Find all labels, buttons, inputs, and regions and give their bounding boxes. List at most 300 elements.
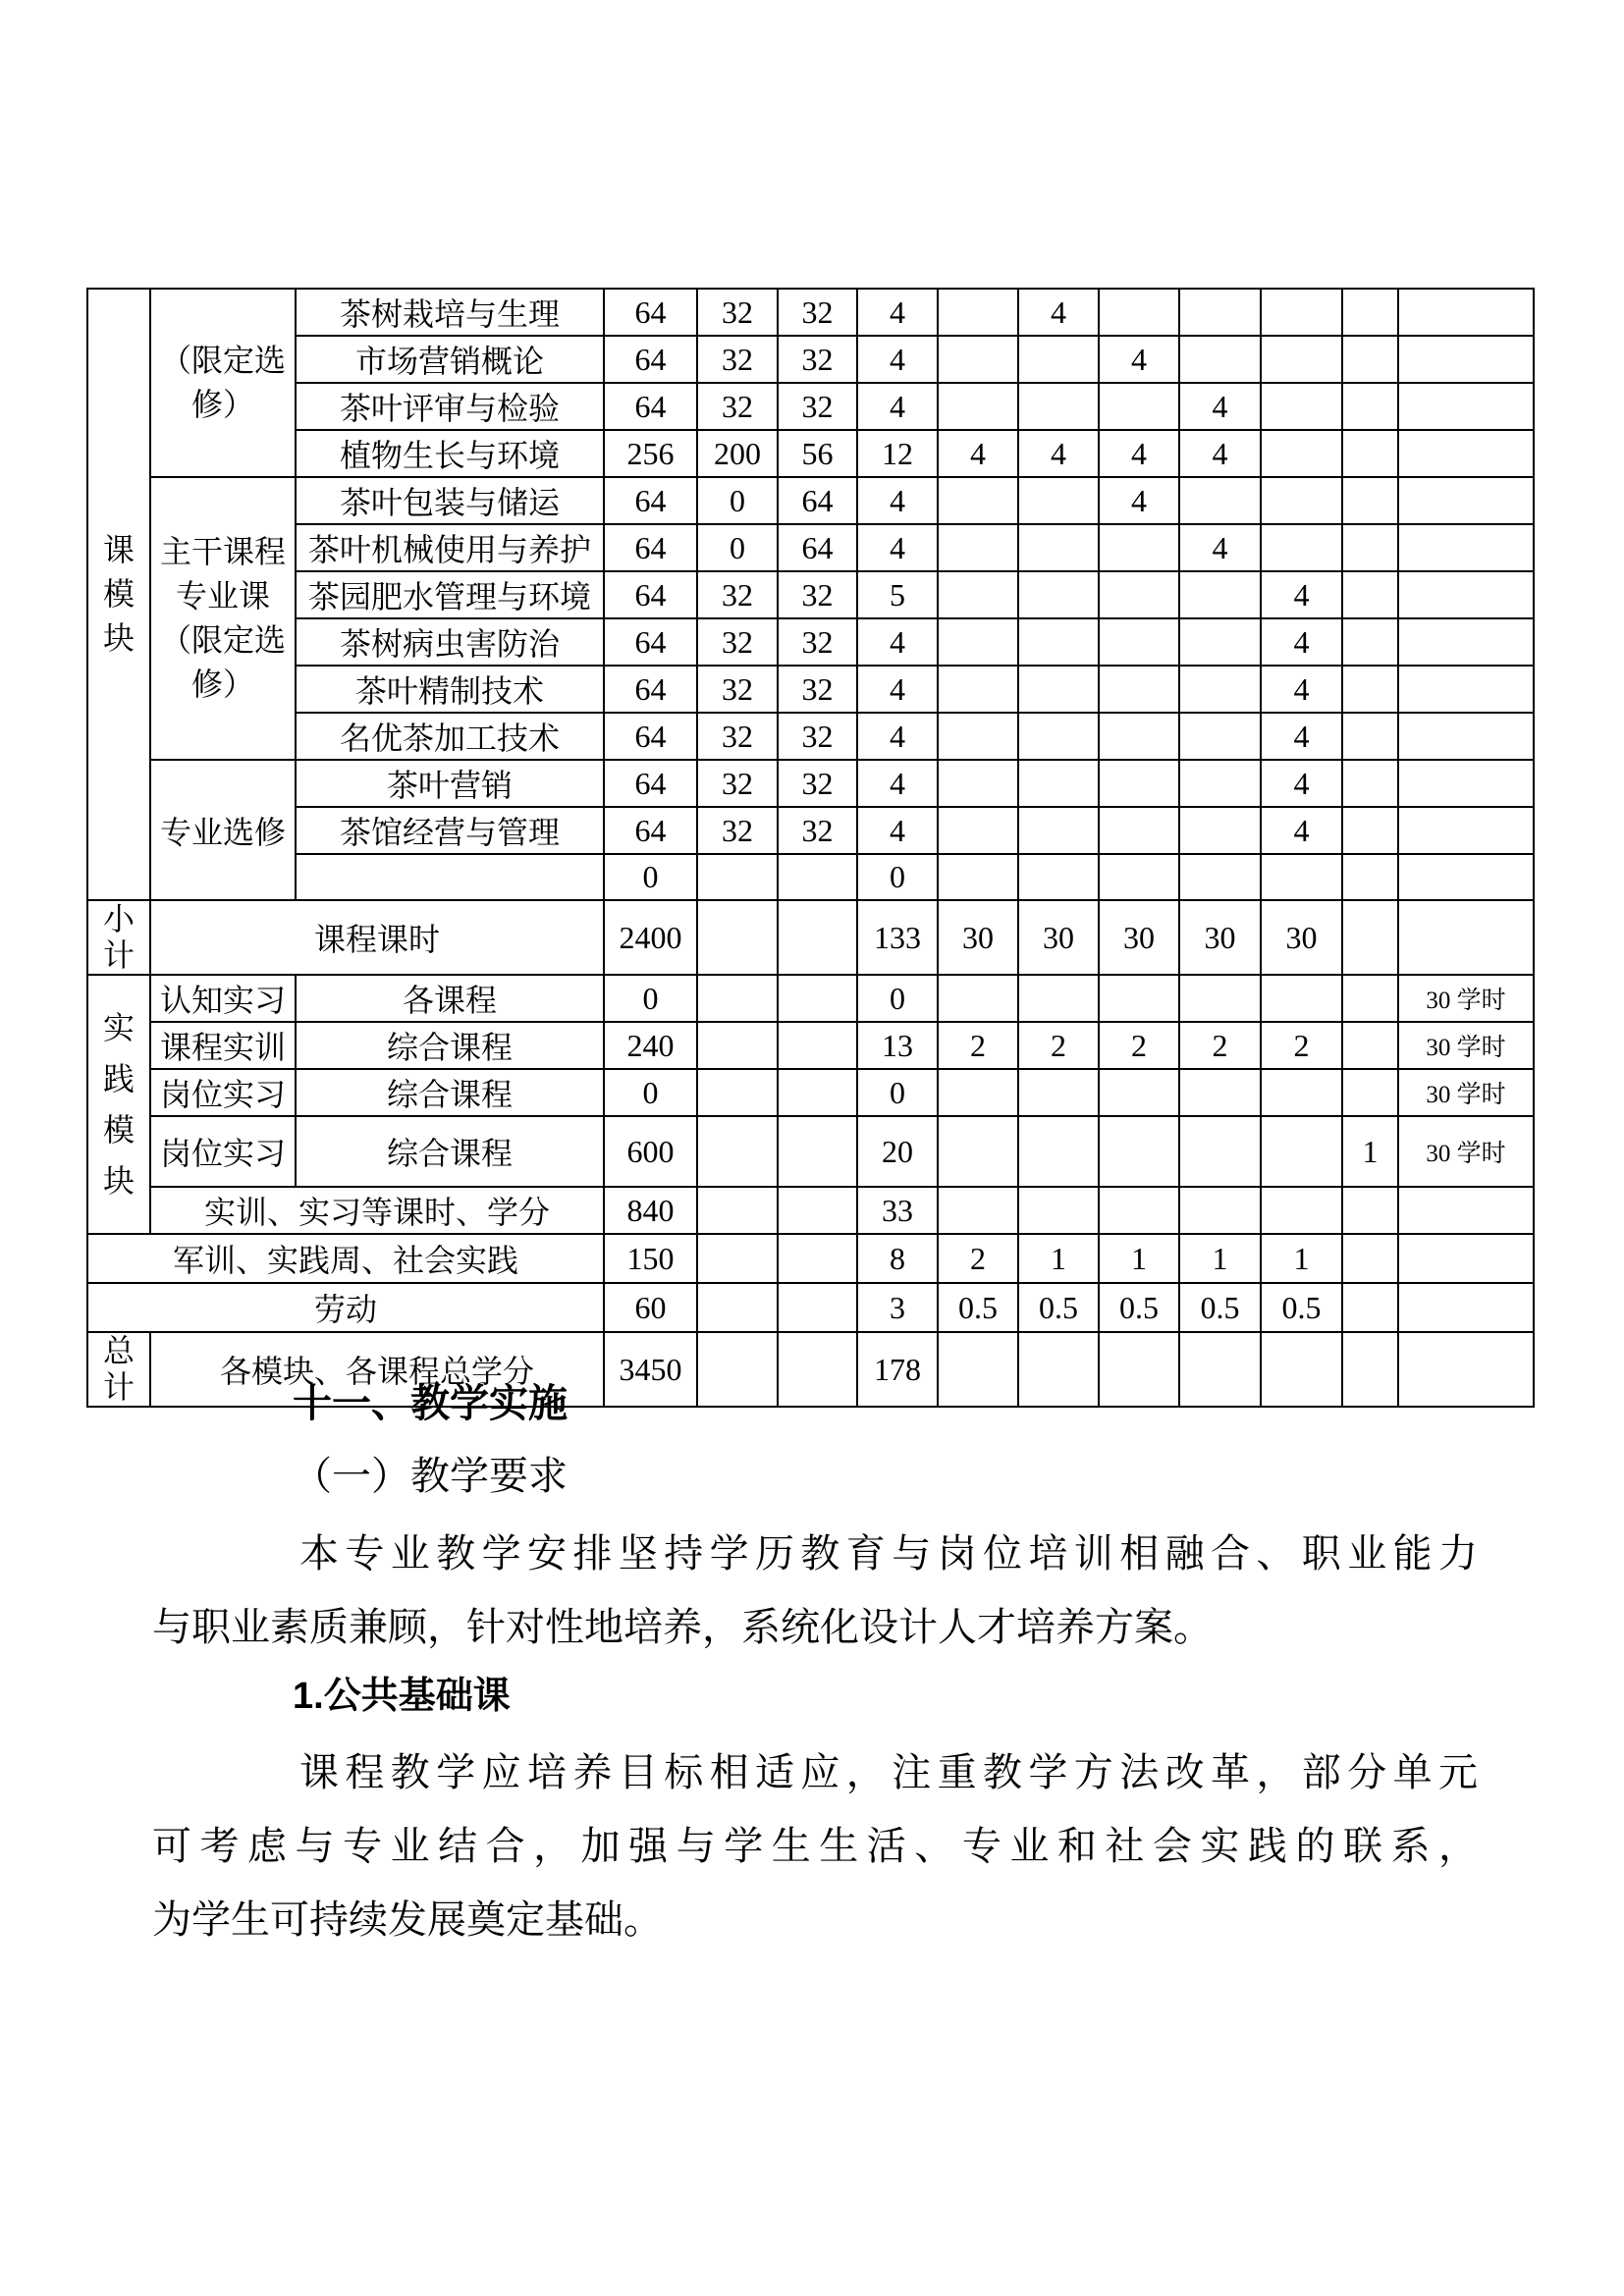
semester-4-cell <box>1179 1332 1261 1407</box>
table-row <box>87 807 1534 854</box>
semester-1-cell: 2 <box>938 1234 1018 1283</box>
note-cell <box>1398 666 1534 713</box>
semester-4-cell: 4 <box>1179 524 1261 571</box>
semester-2-cell: 2 <box>1018 1022 1099 1069</box>
total-hours-cell: 3450 <box>604 1332 697 1407</box>
note-cell <box>1398 336 1534 383</box>
course-cell: 茶树栽培与生理 <box>296 289 604 336</box>
semester-1-cell <box>938 975 1018 1022</box>
practice-type-cell: 认知实习 <box>150 975 296 1022</box>
semester-5-cell: 4 <box>1261 571 1342 618</box>
theory-hours-cell: 32 <box>697 713 778 760</box>
semester-6-cell <box>1342 571 1398 618</box>
semester-3-cell: 4 <box>1099 430 1179 477</box>
table-row <box>87 524 1534 571</box>
course-cell: 茶叶评审与检验 <box>296 383 604 430</box>
table-row <box>87 383 1534 430</box>
semester-5-cell: 4 <box>1261 713 1342 760</box>
module-label: 总计 <box>102 1333 135 1405</box>
table-row <box>87 618 1534 666</box>
semester-6-cell <box>1342 975 1398 1022</box>
module-label: 课模块 <box>102 532 135 656</box>
semester-2-cell <box>1018 618 1099 666</box>
semester-1-cell <box>938 477 1018 524</box>
practice-hours-cell <box>778 900 857 975</box>
paragraph-teaching-requirements <box>152 1517 1478 1664</box>
subsection-heading: （一）教学要求 <box>293 1454 568 1498</box>
semester-6-cell <box>1342 760 1398 807</box>
semester-1-cell <box>938 713 1018 760</box>
semester-6-cell <box>1342 854 1398 900</box>
semester-2-cell <box>1018 1187 1099 1234</box>
semester-5-cell <box>1261 1187 1342 1234</box>
category-line: 修） <box>190 387 254 422</box>
semester-3-cell: 4 <box>1099 336 1179 383</box>
curriculum-table <box>86 288 1535 1408</box>
credits-cell: 133 <box>857 900 938 975</box>
total-hours-cell: 150 <box>604 1234 697 1283</box>
note-cell <box>1398 854 1534 900</box>
practice-hours-cell <box>778 854 857 900</box>
theory-hours-cell <box>697 1283 778 1332</box>
paragraph-line: 与职业素质兼顾，针对性地培养，系统化设计人才培养方案。 <box>152 1605 1213 1649</box>
theory-hours-cell <box>697 1332 778 1407</box>
credits-cell: 4 <box>857 666 938 713</box>
military-label-cell: 军训、实践周、社会实践 <box>87 1234 604 1283</box>
theory-hours-cell <box>697 1187 778 1234</box>
table-row <box>87 1022 1534 1069</box>
paragraph-public-basic-courses <box>152 1735 1478 1956</box>
credits-cell: 12 <box>857 430 938 477</box>
table-row <box>87 854 1534 900</box>
semester-1-cell: 0.5 <box>938 1283 1018 1332</box>
note-cell: 30 学时 <box>1398 975 1534 1022</box>
semester-3-cell <box>1099 289 1179 336</box>
course-cell: 茶叶精制技术 <box>296 666 604 713</box>
semester-2-cell <box>1018 571 1099 618</box>
practice-hours-cell: 64 <box>778 524 857 571</box>
course-cell: 综合课程 <box>296 1069 604 1116</box>
table-row <box>87 289 1534 336</box>
theory-hours-cell: 32 <box>697 571 778 618</box>
paragraph-line: 可考虑与专业结合，加强与学生生活、专业和社会实践的联系， <box>152 1824 1478 1868</box>
semester-3-cell: 4 <box>1099 477 1179 524</box>
table-row <box>87 666 1534 713</box>
semester-3-cell: 0.5 <box>1099 1283 1179 1332</box>
practice-total-label-cell: 实训、实习等课时、学分 <box>150 1187 604 1234</box>
semester-3-cell <box>1099 1116 1179 1187</box>
semester-3-cell <box>1099 1332 1179 1407</box>
credits-cell: 13 <box>857 1022 938 1069</box>
semester-1-cell <box>938 289 1018 336</box>
module-label: 实践模块 <box>102 1010 135 1199</box>
semester-3-cell <box>1099 1187 1179 1234</box>
semester-2-cell: 0.5 <box>1018 1283 1099 1332</box>
semester-5-cell: 4 <box>1261 760 1342 807</box>
total-hours-cell: 0 <box>604 854 697 900</box>
note-cell <box>1398 1283 1534 1332</box>
theory-hours-cell: 200 <box>697 430 778 477</box>
semester-2-cell: 4 <box>1018 289 1099 336</box>
semester-6-cell <box>1342 900 1398 975</box>
practice-hours-cell <box>778 1332 857 1407</box>
course-cell: 茶叶包装与储运 <box>296 477 604 524</box>
semester-4-cell: 4 <box>1179 383 1261 430</box>
semester-3-cell <box>1099 760 1179 807</box>
semester-5-cell <box>1261 1069 1342 1116</box>
note-cell <box>1398 477 1534 524</box>
semester-6-cell <box>1342 430 1398 477</box>
note-cell <box>1398 1234 1534 1283</box>
note-cell <box>1398 1187 1534 1234</box>
practice-hours-cell: 32 <box>778 760 857 807</box>
course-cell: 茶园肥水管理与环境 <box>296 571 604 618</box>
credits-cell: 4 <box>857 713 938 760</box>
semester-2-cell <box>1018 1332 1099 1407</box>
semester-3-cell: 1 <box>1099 1234 1179 1283</box>
semester-6-cell <box>1342 1283 1398 1332</box>
table-row <box>87 1283 1534 1332</box>
semester-3-cell <box>1099 618 1179 666</box>
practice-hours-cell: 32 <box>778 289 857 336</box>
semester-4-cell <box>1179 289 1261 336</box>
semester-5-cell: 4 <box>1261 666 1342 713</box>
semester-4-cell: 2 <box>1179 1022 1261 1069</box>
semester-1-cell <box>938 524 1018 571</box>
total-hours-cell: 64 <box>604 477 697 524</box>
module-cell <box>87 900 150 975</box>
semester-5-cell: 30 <box>1261 900 1342 975</box>
practice-hours-cell: 32 <box>778 618 857 666</box>
semester-2-cell <box>1018 713 1099 760</box>
semester-1-cell <box>938 1116 1018 1187</box>
note-cell <box>1398 524 1534 571</box>
total-hours-cell: 64 <box>604 760 697 807</box>
practice-hours-cell <box>778 1116 857 1187</box>
semester-2-cell <box>1018 854 1099 900</box>
semester-3-cell <box>1099 383 1179 430</box>
practice-hours-cell: 32 <box>778 713 857 760</box>
semester-4-cell <box>1179 975 1261 1022</box>
note-cell <box>1398 1332 1534 1407</box>
semester-1-cell: 4 <box>938 430 1018 477</box>
semester-2-cell <box>1018 336 1099 383</box>
credits-cell: 4 <box>857 760 938 807</box>
semester-5-cell <box>1261 430 1342 477</box>
semester-3-cell <box>1099 571 1179 618</box>
semester-1-cell: 30 <box>938 900 1018 975</box>
practice-type-cell: 岗位实习 <box>150 1069 296 1116</box>
semester-3-cell <box>1099 1069 1179 1116</box>
semester-3-cell <box>1099 713 1179 760</box>
table-row <box>87 336 1534 383</box>
total-hours-cell: 64 <box>604 289 697 336</box>
practice-hours-cell: 56 <box>778 430 857 477</box>
total-hours-cell: 840 <box>604 1187 697 1234</box>
category-line: 主干课程 <box>159 534 286 569</box>
semester-5-cell <box>1261 477 1342 524</box>
semester-5-cell <box>1261 524 1342 571</box>
note-cell <box>1398 383 1534 430</box>
module-label: 小计 <box>102 901 135 973</box>
table-row <box>87 571 1534 618</box>
total-hours-cell: 64 <box>604 524 697 571</box>
theory-hours-cell: 32 <box>697 289 778 336</box>
practice-hours-cell: 32 <box>778 666 857 713</box>
semester-6-cell: 1 <box>1342 1116 1398 1187</box>
semester-2-cell <box>1018 807 1099 854</box>
semester-4-cell <box>1179 336 1261 383</box>
practice-type-cell: 岗位实习 <box>150 1116 296 1187</box>
semester-5-cell <box>1261 1332 1342 1407</box>
grand-total-label-cell: 各模块、各课程总学分 <box>150 1332 604 1407</box>
semester-2-cell <box>1018 1069 1099 1116</box>
total-hours-cell: 64 <box>604 807 697 854</box>
practice-hours-cell: 32 <box>778 336 857 383</box>
table-row <box>87 713 1534 760</box>
course-cell: 综合课程 <box>296 1022 604 1069</box>
semester-4-cell: 1 <box>1179 1234 1261 1283</box>
total-hours-cell: 64 <box>604 571 697 618</box>
semester-3-cell <box>1099 524 1179 571</box>
semester-2-cell: 1 <box>1018 1234 1099 1283</box>
semester-1-cell: 2 <box>938 1022 1018 1069</box>
semester-2-cell <box>1018 477 1099 524</box>
course-cell: 各课程 <box>296 975 604 1022</box>
semester-4-cell <box>1179 1069 1261 1116</box>
credits-cell: 20 <box>857 1116 938 1187</box>
semester-4-cell: 30 <box>1179 900 1261 975</box>
practice-hours-cell <box>778 1022 857 1069</box>
practice-hours-cell: 32 <box>778 383 857 430</box>
semester-1-cell <box>938 1187 1018 1234</box>
paragraph-line: 为学生可持续发展奠定基础。 <box>152 1897 663 1942</box>
course-cell: 茶树病虫害防治 <box>296 618 604 666</box>
note-cell: 30 学时 <box>1398 1069 1534 1116</box>
paragraph-line: 课程教学应培养目标相适应，注重教学方法改革，部分单元 <box>299 1750 1478 1794</box>
total-hours-cell: 600 <box>604 1116 697 1187</box>
semester-4-cell <box>1179 477 1261 524</box>
credits-cell: 4 <box>857 618 938 666</box>
total-hours-cell: 0 <box>604 975 697 1022</box>
practice-hours-cell: 64 <box>778 477 857 524</box>
semester-3-cell <box>1099 807 1179 854</box>
course-cell: 茶叶机械使用与养护 <box>296 524 604 571</box>
theory-hours-cell <box>697 854 778 900</box>
section-heading: 十一、教学实施 <box>293 1382 568 1425</box>
total-hours-cell: 64 <box>604 618 697 666</box>
theory-hours-cell <box>697 1069 778 1116</box>
total-hours-cell: 2400 <box>604 900 697 975</box>
semester-6-cell <box>1342 1022 1398 1069</box>
semester-2-cell <box>1018 383 1099 430</box>
course-cell: 茶馆经营与管理 <box>296 807 604 854</box>
semester-1-cell <box>938 666 1018 713</box>
semester-6-cell <box>1342 383 1398 430</box>
total-hours-cell: 0 <box>604 1069 697 1116</box>
semester-4-cell <box>1179 571 1261 618</box>
note-cell <box>1398 900 1534 975</box>
paragraph-line: 本专业教学安排坚持学历教育与岗位培训相融合、职业能力 <box>299 1531 1478 1575</box>
semester-4-cell <box>1179 618 1261 666</box>
semester-5-cell: 4 <box>1261 618 1342 666</box>
semester-6-cell <box>1342 1187 1398 1234</box>
category-cell <box>150 289 296 477</box>
semester-5-cell <box>1261 1116 1342 1187</box>
semester-1-cell <box>938 1332 1018 1407</box>
semester-6-cell <box>1342 1234 1398 1283</box>
note-cell <box>1398 760 1534 807</box>
semester-3-cell <box>1099 666 1179 713</box>
semester-5-cell <box>1261 336 1342 383</box>
credits-cell: 4 <box>857 336 938 383</box>
theory-hours-cell: 32 <box>697 618 778 666</box>
semester-4-cell <box>1179 807 1261 854</box>
note-cell <box>1398 289 1534 336</box>
credits-cell: 8 <box>857 1234 938 1283</box>
total-hours-cell: 64 <box>604 666 697 713</box>
table-row <box>87 1234 1534 1283</box>
theory-hours-cell <box>697 975 778 1022</box>
labor-label-cell: 劳动 <box>87 1283 604 1332</box>
table-row <box>87 430 1534 477</box>
semester-3-cell: 30 <box>1099 900 1179 975</box>
credits-cell: 0 <box>857 975 938 1022</box>
semester-5-cell: 0.5 <box>1261 1283 1342 1332</box>
practice-hours-cell: 32 <box>778 807 857 854</box>
semester-1-cell <box>938 618 1018 666</box>
table-row <box>87 975 1534 1022</box>
note-cell <box>1398 618 1534 666</box>
semester-2-cell <box>1018 975 1099 1022</box>
semester-5-cell: 4 <box>1261 807 1342 854</box>
credits-cell: 4 <box>857 807 938 854</box>
theory-hours-cell: 32 <box>697 336 778 383</box>
category-line: 专业课 <box>175 578 270 614</box>
semester-6-cell <box>1342 1069 1398 1116</box>
practice-hours-cell <box>778 975 857 1022</box>
table-row <box>87 1116 1534 1187</box>
category-line: 修） <box>190 667 254 702</box>
semester-5-cell: 2 <box>1261 1022 1342 1069</box>
credits-cell: 4 <box>857 289 938 336</box>
semester-5-cell <box>1261 854 1342 900</box>
practice-hours-cell <box>778 1187 857 1234</box>
credits-cell: 4 <box>857 524 938 571</box>
practice-type-cell: 课程实训 <box>150 1022 296 1069</box>
table-row <box>87 760 1534 807</box>
category-cell <box>150 477 296 760</box>
credits-cell: 178 <box>857 1332 938 1407</box>
semester-5-cell <box>1261 975 1342 1022</box>
note-cell: 30 学时 <box>1398 1116 1534 1187</box>
total-hours-cell: 64 <box>604 336 697 383</box>
semester-1-cell <box>938 807 1018 854</box>
semester-5-cell <box>1261 289 1342 336</box>
subtotal-label-cell: 课程课时 <box>150 900 604 975</box>
semester-4-cell <box>1179 1187 1261 1234</box>
semester-4-cell: 4 <box>1179 430 1261 477</box>
semester-6-cell <box>1342 666 1398 713</box>
credits-cell: 5 <box>857 571 938 618</box>
semester-5-cell: 1 <box>1261 1234 1342 1283</box>
total-hours-cell: 60 <box>604 1283 697 1332</box>
theory-hours-cell: 0 <box>697 477 778 524</box>
total-hours-cell: 64 <box>604 713 697 760</box>
semester-1-cell <box>938 1069 1018 1116</box>
semester-6-cell <box>1342 1332 1398 1407</box>
table-row <box>87 1069 1534 1116</box>
category-cell <box>150 760 296 900</box>
semester-1-cell <box>938 336 1018 383</box>
theory-hours-cell <box>697 900 778 975</box>
practice-hours-cell <box>778 1234 857 1283</box>
total-hours-cell: 64 <box>604 383 697 430</box>
table-row <box>87 477 1534 524</box>
note-cell <box>1398 571 1534 618</box>
course-cell: 植物生长与环境 <box>296 430 604 477</box>
semester-6-cell <box>1342 807 1398 854</box>
credits-cell: 33 <box>857 1187 938 1234</box>
credits-cell: 0 <box>857 1069 938 1116</box>
practice-hours-cell <box>778 1069 857 1116</box>
semester-2-cell: 30 <box>1018 900 1099 975</box>
table-row <box>87 1187 1534 1234</box>
module-cell <box>87 1332 150 1407</box>
theory-hours-cell <box>697 1116 778 1187</box>
module-cell <box>87 975 150 1234</box>
credits-cell: 0 <box>857 854 938 900</box>
semester-3-cell: 2 <box>1099 1022 1179 1069</box>
semester-4-cell <box>1179 1116 1261 1187</box>
semester-1-cell <box>938 854 1018 900</box>
practice-hours-cell: 32 <box>778 571 857 618</box>
total-hours-cell: 240 <box>604 1022 697 1069</box>
list-heading: 1.公共基础课 <box>293 1676 511 1717</box>
note-cell: 30 学时 <box>1398 1022 1534 1069</box>
credits-cell: 4 <box>857 477 938 524</box>
category-line: （限定选 <box>159 622 286 658</box>
semester-2-cell <box>1018 524 1099 571</box>
semester-6-cell <box>1342 289 1398 336</box>
semester-3-cell <box>1099 975 1179 1022</box>
semester-4-cell <box>1179 760 1261 807</box>
semester-4-cell: 0.5 <box>1179 1283 1261 1332</box>
credits-cell: 4 <box>857 383 938 430</box>
total-hours-cell: 256 <box>604 430 697 477</box>
theory-hours-cell: 32 <box>697 666 778 713</box>
semester-4-cell <box>1179 854 1261 900</box>
semester-6-cell <box>1342 618 1398 666</box>
semester-4-cell <box>1179 713 1261 760</box>
semester-1-cell <box>938 571 1018 618</box>
semester-2-cell <box>1018 666 1099 713</box>
semester-1-cell <box>938 383 1018 430</box>
semester-2-cell <box>1018 1116 1099 1187</box>
semester-5-cell <box>1261 383 1342 430</box>
note-cell <box>1398 430 1534 477</box>
table-row <box>87 900 1534 975</box>
theory-hours-cell: 32 <box>697 760 778 807</box>
course-cell <box>296 854 604 900</box>
theory-hours-cell: 32 <box>697 383 778 430</box>
theory-hours-cell: 32 <box>697 807 778 854</box>
theory-hours-cell <box>697 1234 778 1283</box>
course-cell: 名优茶加工技术 <box>296 713 604 760</box>
category-line: （限定选 <box>159 343 286 378</box>
theory-hours-cell <box>697 1022 778 1069</box>
semester-6-cell <box>1342 336 1398 383</box>
